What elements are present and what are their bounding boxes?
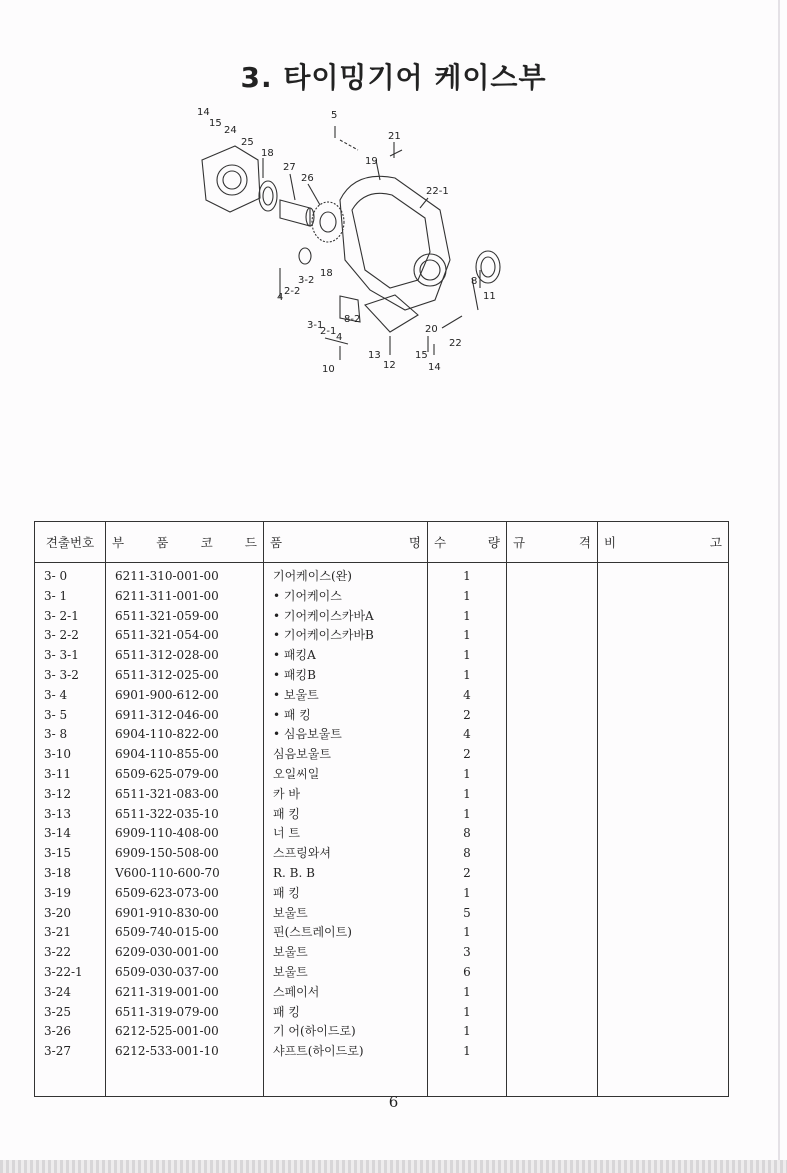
table-row	[35, 686, 729, 706]
table-row	[35, 824, 729, 844]
label-5: 5	[331, 110, 338, 121]
label-8: 8	[471, 276, 478, 287]
qty-cell: 1	[428, 607, 507, 627]
label-26: 26	[301, 173, 314, 184]
table-header-row	[35, 522, 729, 563]
remark-cell	[598, 923, 729, 943]
item-no-cell: 3-18	[35, 864, 106, 884]
qty-cell: 1	[428, 805, 507, 825]
qty-cell: 1	[428, 587, 507, 607]
spec-cell	[507, 805, 598, 825]
spec-cell	[507, 607, 598, 627]
header-spec-spread: 규 격	[513, 535, 591, 550]
table-row	[35, 1042, 729, 1062]
table-row	[35, 943, 729, 963]
remark-cell	[598, 607, 729, 627]
part-code-cell: 6209-030-001-00	[106, 943, 264, 963]
spec-cell	[507, 923, 598, 943]
part-code-cell: 6211-319-001-00	[106, 983, 264, 1003]
spec-cell	[507, 666, 598, 686]
table-row	[35, 765, 729, 785]
part-name-cell: • 패킹A	[264, 646, 428, 666]
table-row	[35, 805, 729, 825]
qty-cell: 4	[428, 686, 507, 706]
remark-cell	[598, 563, 729, 587]
diagram-part-labels	[197, 107, 496, 375]
part-name-cell: 카 바	[264, 785, 428, 805]
table-filler-row	[35, 1062, 729, 1097]
remark-cell	[598, 805, 729, 825]
item-no-cell: 3-20	[35, 904, 106, 924]
item-no-cell: 3-27	[35, 1042, 106, 1062]
part-name-cell: • 심음보울트	[264, 725, 428, 745]
spec-cell	[507, 765, 598, 785]
part-name-cell: R. B. B	[264, 864, 428, 884]
spec-cell	[507, 785, 598, 805]
qty-cell: 1	[428, 923, 507, 943]
exploded-parts-diagram	[180, 100, 520, 390]
item-no-cell: 3- 8	[35, 725, 106, 745]
remark-cell	[598, 864, 729, 884]
part-code-cell: 6901-900-612-00	[106, 686, 264, 706]
part-name-cell: 심음보울트	[264, 745, 428, 765]
item-no-cell: 3-10	[35, 745, 106, 765]
remark-cell	[598, 725, 729, 745]
label-24: 24	[224, 125, 237, 136]
remark-cell	[598, 626, 729, 646]
label-15b: 15	[415, 350, 428, 361]
label-2-1: 2-1	[320, 326, 337, 337]
qty-cell: 1	[428, 884, 507, 904]
part-name-cell: 패 킹	[264, 1003, 428, 1023]
part-code-cell: 6511-312-028-00	[106, 646, 264, 666]
remark-cell	[598, 785, 729, 805]
spec-cell	[507, 646, 598, 666]
part-code-cell: 6509-625-079-00	[106, 765, 264, 785]
header-name	[264, 522, 428, 563]
spec-cell	[507, 844, 598, 864]
qty-cell: 1	[428, 646, 507, 666]
spec-cell	[507, 864, 598, 884]
item-no-cell: 3-21	[35, 923, 106, 943]
parts-table	[34, 521, 729, 1097]
table-row	[35, 626, 729, 646]
qty-cell: 2	[428, 745, 507, 765]
label-21: 21	[388, 131, 401, 142]
label-22: 22	[449, 338, 462, 349]
part-code-cell: V600-110-600-70	[106, 864, 264, 884]
spec-cell	[507, 587, 598, 607]
label-14: 14	[197, 107, 210, 118]
qty-cell: 1	[428, 666, 507, 686]
label-19: 19	[365, 156, 378, 167]
part-code-cell: 6511-321-054-00	[106, 626, 264, 646]
item-no-cell: 3- 2-2	[35, 626, 106, 646]
part-name-cell: 스프링와셔	[264, 844, 428, 864]
item-no-cell: 3-19	[35, 884, 106, 904]
part-code-cell: 6904-110-822-00	[106, 725, 264, 745]
remark-cell	[598, 686, 729, 706]
spec-cell	[507, 963, 598, 983]
label-18b: 18	[320, 268, 333, 279]
remark-cell	[598, 1042, 729, 1062]
page-edge-shadow	[778, 0, 780, 1173]
remark-cell	[598, 1022, 729, 1042]
label-12: 12	[383, 360, 396, 371]
header-name-spread: 품 명	[270, 535, 421, 550]
part-code-cell: 6911-312-046-00	[106, 706, 264, 726]
item-no-cell: 3- 3-2	[35, 666, 106, 686]
part-code-cell: 6904-110-855-00	[106, 745, 264, 765]
part-code-cell: 6509-740-015-00	[106, 923, 264, 943]
item-no-cell: 3- 3-1	[35, 646, 106, 666]
qty-cell: 1	[428, 1042, 507, 1062]
label-14b: 14	[428, 362, 441, 373]
header-qty-spread: 수 량	[434, 535, 500, 550]
part-name-cell: • 패킹B	[264, 666, 428, 686]
label-20: 20	[425, 324, 438, 335]
label-22-1: 22-1	[426, 186, 449, 197]
part-code-cell: 6509-623-073-00	[106, 884, 264, 904]
item-no-cell: 3-26	[35, 1022, 106, 1042]
table-row	[35, 706, 729, 726]
header-remark-spread: 비 고	[604, 535, 722, 550]
item-no-cell: 3- 0	[35, 563, 106, 587]
table-row	[35, 785, 729, 805]
qty-cell: 8	[428, 824, 507, 844]
spec-cell	[507, 706, 598, 726]
spec-cell	[507, 1042, 598, 1062]
qty-cell: 1	[428, 1022, 507, 1042]
part-code-cell: 6511-321-083-00	[106, 785, 264, 805]
part-name-cell: • 기어케이스카바A	[264, 607, 428, 627]
part-name-cell: 샤프트(하이드로)	[264, 1042, 428, 1062]
spec-cell	[507, 983, 598, 1003]
spec-cell	[507, 1003, 598, 1023]
spec-cell	[507, 1022, 598, 1042]
header-qty	[428, 522, 507, 563]
part-name-cell: 보울트	[264, 963, 428, 983]
part-name-cell: 오일씨일	[264, 765, 428, 785]
item-no-cell: 3-24	[35, 983, 106, 1003]
part-name-cell: 기어케이스(완)	[264, 563, 428, 587]
label-3-1: 3-1	[307, 320, 324, 331]
spec-cell	[507, 745, 598, 765]
label-25: 25	[241, 137, 254, 148]
spec-cell	[507, 725, 598, 745]
label-3-2: 3-2	[298, 275, 315, 286]
empty-cell	[106, 1062, 264, 1097]
label-10: 10	[322, 364, 335, 375]
label-2-2: 2-2	[284, 286, 301, 297]
table-row	[35, 666, 729, 686]
spec-cell	[507, 563, 598, 587]
part-name-cell: 보울트	[264, 904, 428, 924]
qty-cell: 1	[428, 785, 507, 805]
table-row	[35, 563, 729, 587]
header-item-no: 견출번호	[35, 522, 106, 563]
part-code-cell: 6211-310-001-00	[106, 563, 264, 587]
spec-cell	[507, 884, 598, 904]
part-name-cell: 패 킹	[264, 805, 428, 825]
item-no-cell: 3-12	[35, 785, 106, 805]
remark-cell	[598, 745, 729, 765]
part-name-cell: • 패 킹	[264, 706, 428, 726]
part-code-cell: 6909-150-508-00	[106, 844, 264, 864]
item-no-cell: 3- 4	[35, 686, 106, 706]
label-13: 13	[368, 350, 381, 361]
qty-cell: 8	[428, 844, 507, 864]
part-name-cell: 패 킹	[264, 884, 428, 904]
header-spec	[507, 522, 598, 563]
remark-cell	[598, 646, 729, 666]
part-code-cell: 6511-321-059-00	[106, 607, 264, 627]
item-no-cell: 3- 5	[35, 706, 106, 726]
part-name-cell: • 기어케이스카바B	[264, 626, 428, 646]
spec-cell	[507, 904, 598, 924]
qty-cell: 5	[428, 904, 507, 924]
label-15: 15	[209, 118, 222, 129]
item-no-cell: 3-13	[35, 805, 106, 825]
part-name-cell: • 보울트	[264, 686, 428, 706]
remark-cell	[598, 983, 729, 1003]
header-remark	[598, 522, 729, 563]
item-no-cell: 3-25	[35, 1003, 106, 1023]
qty-cell: 1	[428, 563, 507, 587]
qty-cell: 1	[428, 983, 507, 1003]
empty-cell	[428, 1062, 507, 1097]
front-cover-shape	[202, 146, 260, 212]
qty-cell: 6	[428, 963, 507, 983]
label-27: 27	[283, 162, 296, 173]
page-number: 6	[388, 1093, 399, 1111]
table-row	[35, 923, 729, 943]
item-no-cell: 3-14	[35, 824, 106, 844]
remark-cell	[598, 587, 729, 607]
spec-cell	[507, 943, 598, 963]
part-name-cell: 너 트	[264, 824, 428, 844]
header-part-code	[106, 522, 264, 563]
table-row	[35, 1003, 729, 1023]
remark-cell	[598, 706, 729, 726]
remark-cell	[598, 884, 729, 904]
item-no-cell: 3-15	[35, 844, 106, 864]
spec-cell	[507, 824, 598, 844]
table-row	[35, 607, 729, 627]
item-no-cell: 3-11	[35, 765, 106, 785]
qty-cell: 2	[428, 864, 507, 884]
table-row	[35, 844, 729, 864]
remark-cell	[598, 1003, 729, 1023]
part-name-cell: 기 어(하이드로)	[264, 1022, 428, 1042]
label-11: 11	[483, 291, 496, 302]
label-18: 18	[261, 148, 274, 159]
table-row	[35, 963, 729, 983]
parts-table-body	[35, 563, 729, 1097]
part-code-cell: 6212-533-001-10	[106, 1042, 264, 1062]
qty-cell: 1	[428, 765, 507, 785]
qty-cell: 1	[428, 1003, 507, 1023]
item-no-cell: 3-22	[35, 943, 106, 963]
item-no-cell: 3-22-1	[35, 963, 106, 983]
empty-cell	[35, 1062, 106, 1097]
remark-cell	[598, 963, 729, 983]
part-code-cell: 6212-525-001-00	[106, 1022, 264, 1042]
table-row	[35, 587, 729, 607]
table-row	[35, 864, 729, 884]
remark-cell	[598, 943, 729, 963]
table-row	[35, 1022, 729, 1042]
remark-cell	[598, 666, 729, 686]
table-row	[35, 884, 729, 904]
spec-cell	[507, 686, 598, 706]
part-code-cell: 6511-312-025-00	[106, 666, 264, 686]
qty-cell: 1	[428, 626, 507, 646]
table-row	[35, 904, 729, 924]
label-8-2: 8-2	[344, 314, 361, 325]
part-name-cell: 핀(스트레이트)	[264, 923, 428, 943]
remark-cell	[598, 765, 729, 785]
item-no-cell: 3- 1	[35, 587, 106, 607]
empty-cell	[264, 1062, 428, 1097]
label-4: 4	[277, 292, 284, 303]
table-row	[35, 725, 729, 745]
item-no-cell: 3- 2-1	[35, 607, 106, 627]
qty-cell: 2	[428, 706, 507, 726]
part-code-cell: 6211-311-001-00	[106, 587, 264, 607]
part-code-cell: 6511-322-035-10	[106, 805, 264, 825]
qty-cell: 3	[428, 943, 507, 963]
part-name-cell: 스페이서	[264, 983, 428, 1003]
part-code-cell: 6511-319-079-00	[106, 1003, 264, 1023]
part-code-cell: 6909-110-408-00	[106, 824, 264, 844]
remark-cell	[598, 824, 729, 844]
table-row	[35, 983, 729, 1003]
header-part-code-spread: 부 품 코 드	[112, 535, 257, 550]
table-row	[35, 646, 729, 666]
remark-cell	[598, 904, 729, 924]
page-title: 3. 타이밍기어 케이스부	[240, 61, 547, 94]
qty-cell: 4	[428, 725, 507, 745]
part-code-cell: 6901-910-830-00	[106, 904, 264, 924]
table-row	[35, 745, 729, 765]
part-code-cell: 6509-030-037-00	[106, 963, 264, 983]
part-name-cell: • 기어케이스	[264, 587, 428, 607]
empty-cell	[598, 1062, 729, 1097]
part-name-cell: 보울트	[264, 943, 428, 963]
spec-cell	[507, 626, 598, 646]
remark-cell	[598, 844, 729, 864]
empty-cell	[507, 1062, 598, 1097]
label-4b: 4	[336, 332, 343, 343]
page-bottom-edge	[0, 1160, 787, 1173]
